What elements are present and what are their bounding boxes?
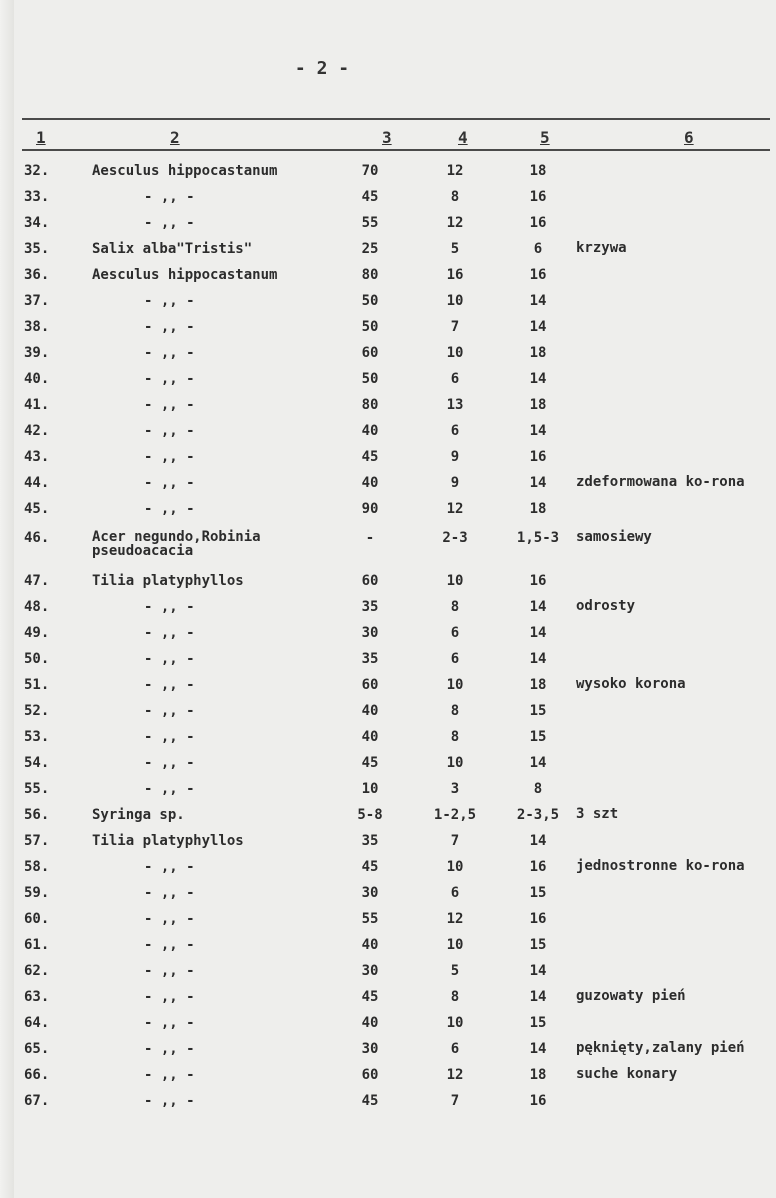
table-row [0,807,776,833]
col-5-value: 2-3,5 [516,807,560,823]
col-3-value: 5-8 [357,807,383,823]
col-4-value: 6 [450,371,460,387]
col-5-value: 15 [529,703,547,719]
row-number: 50. [24,651,50,667]
species-name: - ,, - [144,885,195,901]
species-name: - ,, - [144,677,195,693]
table-top-rule [22,118,770,120]
col-4-value: 12 [446,501,464,517]
remark: suche konary [576,1066,678,1082]
row-number: 60. [24,911,50,927]
col-4-value: 5 [450,963,460,979]
col-3-value: 30 [361,885,379,901]
col-3-value: 35 [361,599,379,615]
col-5-value: 14 [529,625,547,641]
species-name: - ,, - [144,703,195,719]
col-3-value: 40 [361,937,379,953]
table-row [0,781,776,807]
col-4-value: 8 [450,703,460,719]
col-3-value: 60 [361,345,379,361]
col-4-value: 10 [446,573,464,589]
species-name: - ,, - [144,423,195,439]
row-number: 53. [24,729,50,745]
table-row [0,293,776,319]
remark: krzywa [576,240,627,256]
row-number: 55. [24,781,50,797]
row-number: 65. [24,1041,50,1057]
species-name: - ,, - [144,189,195,205]
col-4-value: 10 [446,1015,464,1031]
col-4-value: 7 [450,319,460,335]
col-3-value: 45 [361,859,379,875]
col-5-value: 15 [529,885,547,901]
remark: pęknięty,zalany pień [576,1040,745,1056]
col-4-value: 6 [450,651,460,667]
table-row [0,963,776,989]
species-name: - ,, - [144,215,195,231]
col-4-value: 10 [446,755,464,771]
header-col-4: 4 [458,128,468,147]
col-3-value: 55 [361,215,379,231]
col-5-value: 14 [529,989,547,1005]
species-name: - ,, - [144,729,195,745]
col-4-value: 6 [450,423,460,439]
table-row [0,319,776,345]
species-name: - ,, - [144,755,195,771]
page-number: - 2 - [294,58,350,79]
col-4-value: 6 [450,625,460,641]
col-4-value: 10 [446,937,464,953]
species-name: - ,, - [144,501,195,517]
col-5-value: 1,5-3 [516,530,560,546]
col-5-value: 18 [529,397,547,413]
species-name: Salix alba"Tristis" [92,241,253,257]
row-number: 33. [24,189,50,205]
col-4-value: 2-3 [442,530,468,546]
table-row [0,215,776,241]
col-5-value: 16 [529,449,547,465]
species-name: - ,, - [144,1093,195,1109]
col-3-value: 45 [361,1093,379,1109]
species-name: - ,, - [144,371,195,387]
col-5-value: 16 [529,1093,547,1109]
col-4-value: 8 [450,599,460,615]
col-5-value: 16 [529,215,547,231]
row-number: 66. [24,1067,50,1083]
table-row [0,677,776,703]
remark: zdeformowana ko-rona [576,474,745,490]
table-row [0,911,776,937]
table-row [0,729,776,755]
table-row [0,599,776,625]
col-5-value: 18 [529,1067,547,1083]
row-number: 34. [24,215,50,231]
row-number: 62. [24,963,50,979]
col-5-value: 14 [529,371,547,387]
col-5-value: 16 [529,859,547,875]
table-row [0,267,776,293]
remark: samosiewy [576,529,652,545]
row-number: 64. [24,1015,50,1031]
species-name: - ,, - [144,781,195,797]
header-col-1: 1 [36,128,46,147]
col-3-value: 40 [361,729,379,745]
col-3-value: 25 [361,241,379,257]
row-number: 49. [24,625,50,641]
table-row [0,937,776,963]
table-row [0,1067,776,1093]
table-row [0,885,776,911]
row-number: 45. [24,501,50,517]
row-number: 52. [24,703,50,719]
row-number: 54. [24,755,50,771]
species-name: Aesculus hippocastanum [92,163,278,179]
table-row [0,989,776,1015]
remark: jednostronne ko-rona [576,858,745,874]
col-3-value: 50 [361,293,379,309]
col-4-value: 10 [446,293,464,309]
row-number: 63. [24,989,50,1005]
row-number: 59. [24,885,50,901]
col-4-value: 10 [446,345,464,361]
species-name: - ,, - [144,1067,195,1083]
species-name: - ,, - [144,989,195,1005]
col-3-value: 10 [361,781,379,797]
col-3-value: 45 [361,989,379,1005]
table-row [0,703,776,729]
row-number: 67. [24,1093,50,1109]
row-number: 47. [24,573,50,589]
col-3-value: - [365,530,375,546]
col-4-value: 8 [450,189,460,205]
col-3-value: 60 [361,573,379,589]
row-number: 35. [24,241,50,257]
col-3-value: 50 [361,319,379,335]
col-5-value: 14 [529,319,547,335]
col-5-value: 18 [529,163,547,179]
col-5-value: 18 [529,677,547,693]
col-5-value: 14 [529,963,547,979]
table-row [0,755,776,781]
col-3-value: 40 [361,475,379,491]
col-3-value: 30 [361,963,379,979]
col-3-value: 60 [361,677,379,693]
species-name: - ,, - [144,449,195,465]
header-col-2: 2 [170,128,180,147]
table-row [0,859,776,885]
row-number: 61. [24,937,50,953]
col-5-value: 14 [529,475,547,491]
col-3-value: 45 [361,449,379,465]
species-name: - ,, - [144,963,195,979]
col-3-value: 80 [361,267,379,283]
table-header-rule [22,149,770,151]
col-4-value: 12 [446,163,464,179]
col-3-value: 40 [361,1015,379,1031]
table-row [0,241,776,267]
col-4-value: 8 [450,729,460,745]
table-row [0,1093,776,1119]
row-number: 36. [24,267,50,283]
col-5-value: 8 [533,781,543,797]
species-name: - ,, - [144,345,195,361]
table-row [0,423,776,449]
species-name: Syringa sp. [92,807,185,823]
col-3-value: 55 [361,911,379,927]
col-4-value: 12 [446,215,464,231]
table-row [0,163,776,189]
col-4-value: 3 [450,781,460,797]
species-name: - ,, - [144,397,195,413]
col-3-value: 45 [361,755,379,771]
table-row [0,189,776,215]
col-3-value: 30 [361,1041,379,1057]
col-3-value: 90 [361,501,379,517]
col-4-value: 7 [450,1093,460,1109]
col-5-value: 18 [529,501,547,517]
species-name: - ,, - [144,293,195,309]
species-name: - ,, - [144,599,195,615]
col-3-value: 80 [361,397,379,413]
col-4-value: 9 [450,449,460,465]
col-3-value: 70 [361,163,379,179]
species-name: - ,, - [144,319,195,335]
table-row [0,449,776,475]
col-5-value: 16 [529,189,547,205]
row-number: 44. [24,475,50,491]
col-4-value: 6 [450,1041,460,1057]
col-5-value: 14 [529,1041,547,1057]
row-number: 48. [24,599,50,615]
table-row [0,1015,776,1041]
species-name: - ,, - [144,1041,195,1057]
row-number: 32. [24,163,50,179]
col-3-value: 45 [361,189,379,205]
col-5-value: 15 [529,937,547,953]
table-row [0,397,776,423]
species-name: - ,, - [144,859,195,875]
row-number: 39. [24,345,50,361]
col-4-value: 9 [450,475,460,491]
col-5-value: 18 [529,345,547,361]
header-col-3: 3 [382,128,392,147]
remark: odrosty [576,598,636,614]
col-5-value: 16 [529,573,547,589]
species-name: - ,, - [144,911,195,927]
table-row [0,625,776,651]
table-row [0,345,776,371]
table-row [0,475,776,501]
col-3-value: 60 [361,1067,379,1083]
col-4-value: 10 [446,859,464,875]
species-name: - ,, - [144,475,195,491]
col-5-value: 14 [529,833,547,849]
table-row [0,371,776,397]
species-name: Tilia platyphyllos [92,573,244,589]
col-5-value: 14 [529,423,547,439]
remark: 3 szt [576,806,619,822]
col-5-value: 6 [533,241,543,257]
col-5-value: 14 [529,651,547,667]
col-3-value: 30 [361,625,379,641]
col-4-value: 1-2,5 [433,807,477,823]
table-row [0,651,776,677]
row-number: 57. [24,833,50,849]
row-number: 56. [24,807,50,823]
col-4-value: 13 [446,397,464,413]
species-name: - ,, - [144,1015,195,1031]
row-number: 51. [24,677,50,693]
col-3-value: 35 [361,833,379,849]
col-3-value: 50 [361,371,379,387]
table-row [0,529,776,559]
col-3-value: 40 [361,423,379,439]
col-5-value: 14 [529,293,547,309]
table-row [0,1041,776,1067]
table-row [0,501,776,527]
header-col-5: 5 [540,128,550,147]
table-row [0,573,776,599]
species-name: - ,, - [144,651,195,667]
col-3-value: 40 [361,703,379,719]
col-4-value: 8 [450,989,460,1005]
col-5-value: 16 [529,267,547,283]
species-name: Tilia platyphyllos [92,833,244,849]
row-number: 41. [24,397,50,413]
row-number: 42. [24,423,50,439]
remark: wysoko korona [576,676,686,692]
row-number: 46. [24,530,50,546]
col-4-value: 6 [450,885,460,901]
row-number: 40. [24,371,50,387]
table-row [0,833,776,859]
species-name: Acer negundo,Robinia pseudoacacia [92,529,261,559]
header-col-6: 6 [684,128,694,147]
row-number: 58. [24,859,50,875]
col-3-value: 35 [361,651,379,667]
col-4-value: 10 [446,677,464,693]
species-name: - ,, - [144,937,195,953]
col-4-value: 7 [450,833,460,849]
row-number: 38. [24,319,50,335]
col-4-value: 12 [446,911,464,927]
col-5-value: 15 [529,729,547,745]
col-4-value: 16 [446,267,464,283]
row-number: 43. [24,449,50,465]
remark: guzowaty pień [576,988,686,1004]
col-5-value: 14 [529,755,547,771]
species-name: Aesculus hippocastanum [92,267,278,283]
col-4-value: 12 [446,1067,464,1083]
col-5-value: 15 [529,1015,547,1031]
species-name: - ,, - [144,625,195,641]
col-5-value: 16 [529,911,547,927]
col-4-value: 5 [450,241,460,257]
col-5-value: 14 [529,599,547,615]
row-number: 37. [24,293,50,309]
